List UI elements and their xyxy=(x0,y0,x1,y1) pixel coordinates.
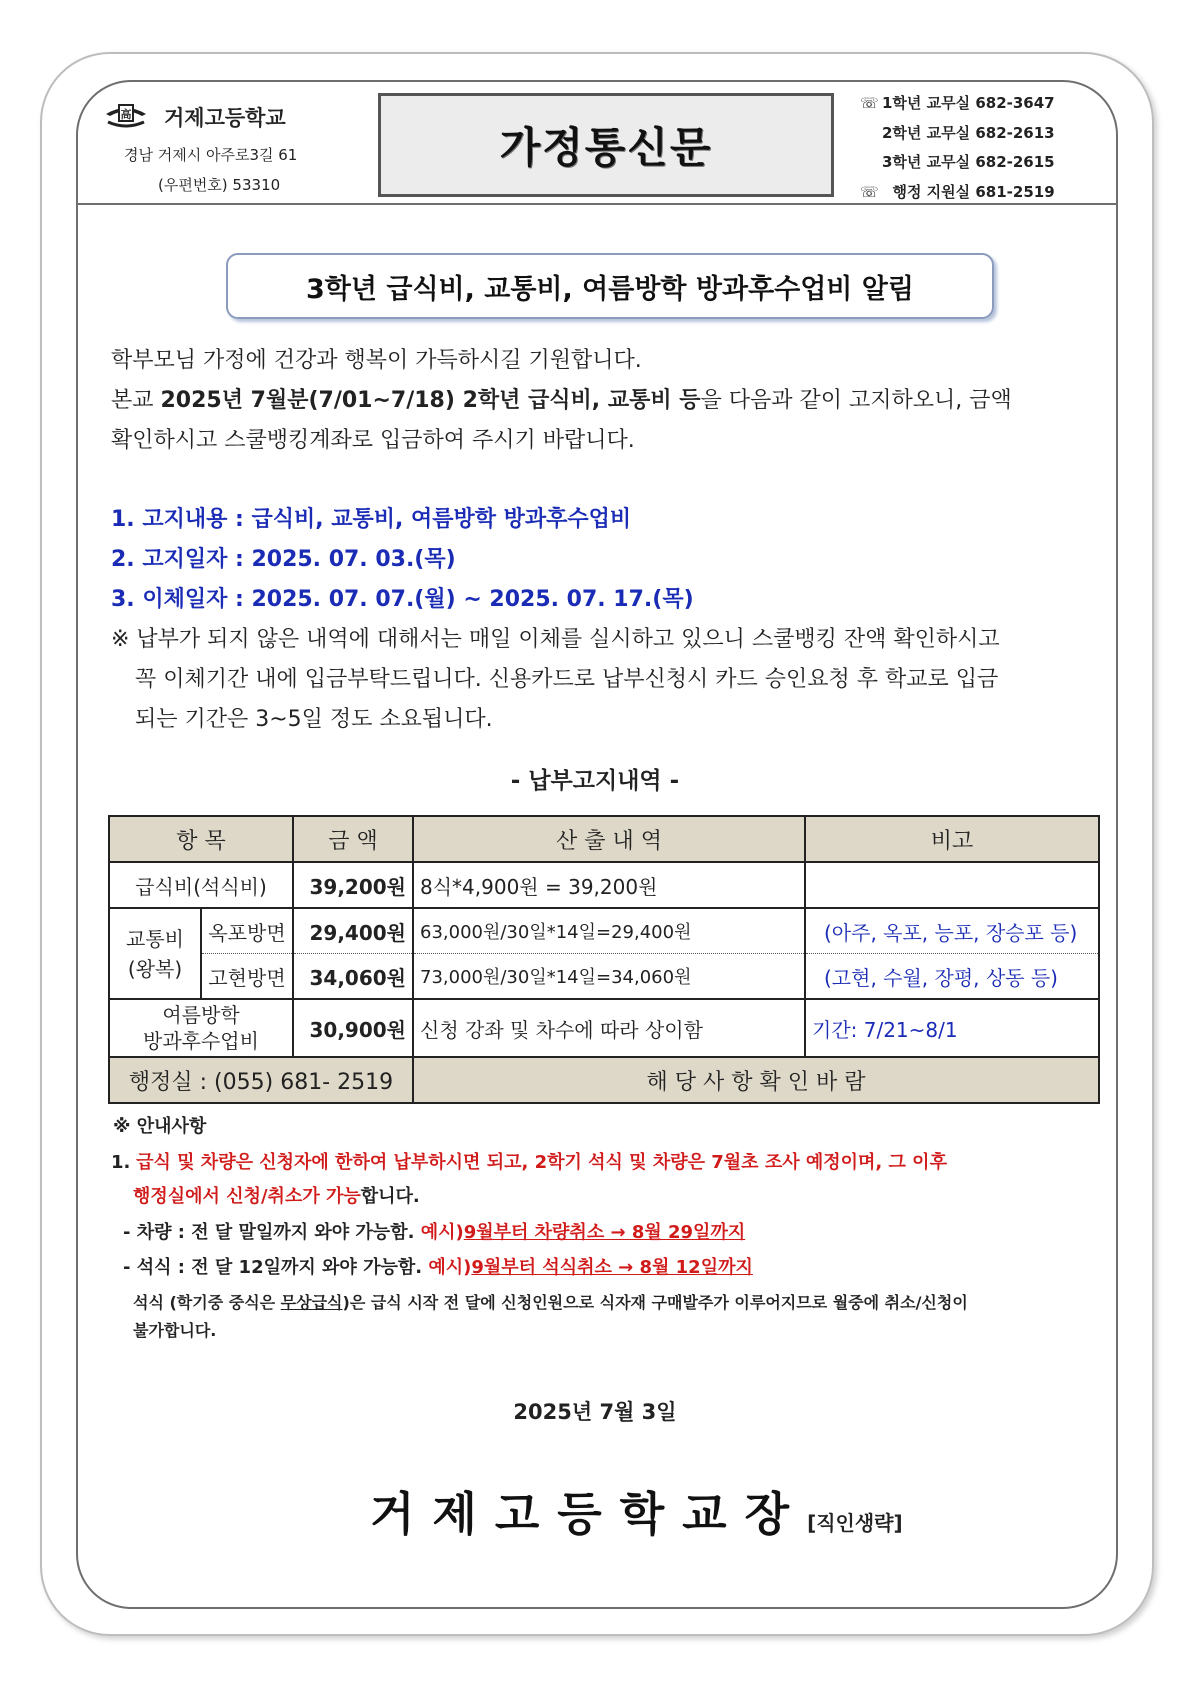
footer-note: 해 당 사 항 확 인 바 람 xyxy=(413,1057,1099,1103)
fee-amount: 29,400원 xyxy=(293,908,413,954)
guide-note: 석식 (학기중 중식은 무상급식)은 급식 시작 전 달에 신청인원으로 식자재 구매발주가 이루어지므로 월중에 취소/신청이 xyxy=(133,1293,968,1312)
notice-title: 3학년 급식비, 교통비, 여름방학 방과후수업비 알림 xyxy=(306,273,914,305)
fee-amount: 39,200원 xyxy=(293,862,413,908)
seal-note: [직인생략] xyxy=(807,1511,903,1535)
fee-calc: 신청 강좌 및 차수에 따라 상이함 xyxy=(413,999,805,1057)
phone-icon: ☏ xyxy=(860,183,879,201)
svg-text:高: 高 xyxy=(120,108,132,121)
fee-amount: 30,900원 xyxy=(293,999,413,1057)
fee-calc: 63,000원/30일*14일=29,400원 xyxy=(413,908,805,954)
school-name: 거제고등학교 xyxy=(164,106,286,130)
column-header: 산 출 내 역 xyxy=(413,816,805,862)
school-address: 경남 거제시 아주로3길 61 xyxy=(124,146,298,164)
caution-line: ※ 납부가 되지 않은 내역에 대해서는 매일 이체를 실시하고 있으니 스쿨뱅킹 잔액 확인하시고 xyxy=(111,627,1000,652)
fee-calc: 73,000원/30일*14일=34,060원 xyxy=(413,954,805,1000)
table-row xyxy=(109,999,1099,1057)
guide-note-line-2: 불가합니다. xyxy=(133,1321,217,1340)
footer-contact: 행정실 : (055) 681- 2519 xyxy=(109,1057,413,1103)
intro-line-2: 확인하시고 스쿨뱅킹계좌로 입금하여 주시기 바랍니다. xyxy=(111,428,635,453)
guide-item-1: 1. 급식 및 차량은 신청자에 한하여 납부하시면 되고, 2학기 석식 및 차량은 7월초 조사 예정이며, 그 이후 xyxy=(111,1152,947,1173)
transport-label: 교통비 (왕복) xyxy=(109,908,201,999)
greeting: 학부모님 가정에 건강과 행복이 가득하시길 기원합니다. xyxy=(111,348,642,373)
caution-line: 되는 기간은 3~5일 정도 소요됩니다. xyxy=(135,707,493,732)
table-header-row xyxy=(109,816,1099,862)
fee-note: (고현, 수월, 장평, 상동 등) xyxy=(805,954,1099,1000)
notice-item-transfer: 3. 이체일자 : 2025. 07. 07.(월) ~ 2025. 07. 17.(목) xyxy=(111,587,694,612)
table-row xyxy=(109,954,1099,1000)
contact-row: 3학년 교무실 682-2615 xyxy=(882,153,1055,171)
fee-table xyxy=(108,815,1100,1104)
contact-row: ☏ 1학년 교무실 682-3647 xyxy=(860,94,1055,112)
fee-table-heading: - 납부고지내역 - xyxy=(510,768,680,794)
contact-row: 2학년 교무실 682-2613 xyxy=(882,124,1055,142)
notice-title-box xyxy=(226,253,994,319)
fee-amount: 34,060원 xyxy=(293,954,413,1000)
masthead-title: 가정통신문 xyxy=(499,123,713,172)
notice-item-content: 1. 고지내용 : 급식비, 교통비, 여름방학 방과후수업비 xyxy=(111,507,632,532)
fee-item: 급식비(석식비) xyxy=(109,862,293,908)
issue-date: 2025년 7월 3일 xyxy=(513,1400,677,1424)
notice-item-date: 2. 고지일자 : 2025. 07. 03.(목) xyxy=(111,547,456,572)
guide-vehicle: - 차량 : 전 달 말일까지 와야 가능함. 예시)9월부터 차량취소 → 8월 29일까지 xyxy=(123,1222,746,1243)
principal-signature xyxy=(370,1478,903,1544)
masthead xyxy=(378,93,834,197)
header-divider xyxy=(76,203,1116,205)
guide-heading: ※ 안내사항 xyxy=(113,1116,207,1137)
caution-line: 꼭 이체기간 내에 입금부탁드립니다. 신용카드로 납부신청시 카드 승인요청 후 학교로 입금 xyxy=(135,667,999,692)
table-row xyxy=(109,908,1099,954)
fee-item: 여름방학 방과후수업비 xyxy=(109,999,293,1057)
column-header: 금 액 xyxy=(293,816,413,862)
table-footer-row xyxy=(109,1057,1099,1103)
fee-note xyxy=(805,862,1099,908)
school-zip: (우편번호) 53310 xyxy=(158,176,281,194)
guide-item-1-cont: 행정실에서 신청/취소가 가능합니다. xyxy=(133,1186,420,1207)
contact-row: ☏ 행정 지원실 681-2519 xyxy=(860,183,1055,201)
column-header: 항 목 xyxy=(109,816,293,862)
phone-icon: ☏ xyxy=(860,94,879,112)
guide-meal: - 석식 : 전 달 12일까지 와야 가능함. 예시)9월부터 석식취소 → 8월 12일까지 xyxy=(123,1257,753,1278)
intro-line: 본교 2025년 7월분(7/01~7/18) 2학년 급식비, 교통비 등을 다음과 같이 고지하오니, 금액 xyxy=(111,388,1012,413)
fee-calc: 8식*4,900원 = 39,200원 xyxy=(413,862,805,908)
transport-area: 옥포방면 xyxy=(201,908,293,954)
table-row xyxy=(109,862,1099,908)
transport-area: 고현방면 xyxy=(201,954,293,1000)
principal-title: 거제고등학교장 xyxy=(370,1487,808,1541)
fee-note: (아주, 옥포, 능포, 장승포 등) xyxy=(805,908,1099,954)
school-logo-icon xyxy=(104,100,148,130)
fee-note: 기간: 7/21~8/1 xyxy=(805,999,1099,1057)
column-header: 비고 xyxy=(805,816,1099,862)
